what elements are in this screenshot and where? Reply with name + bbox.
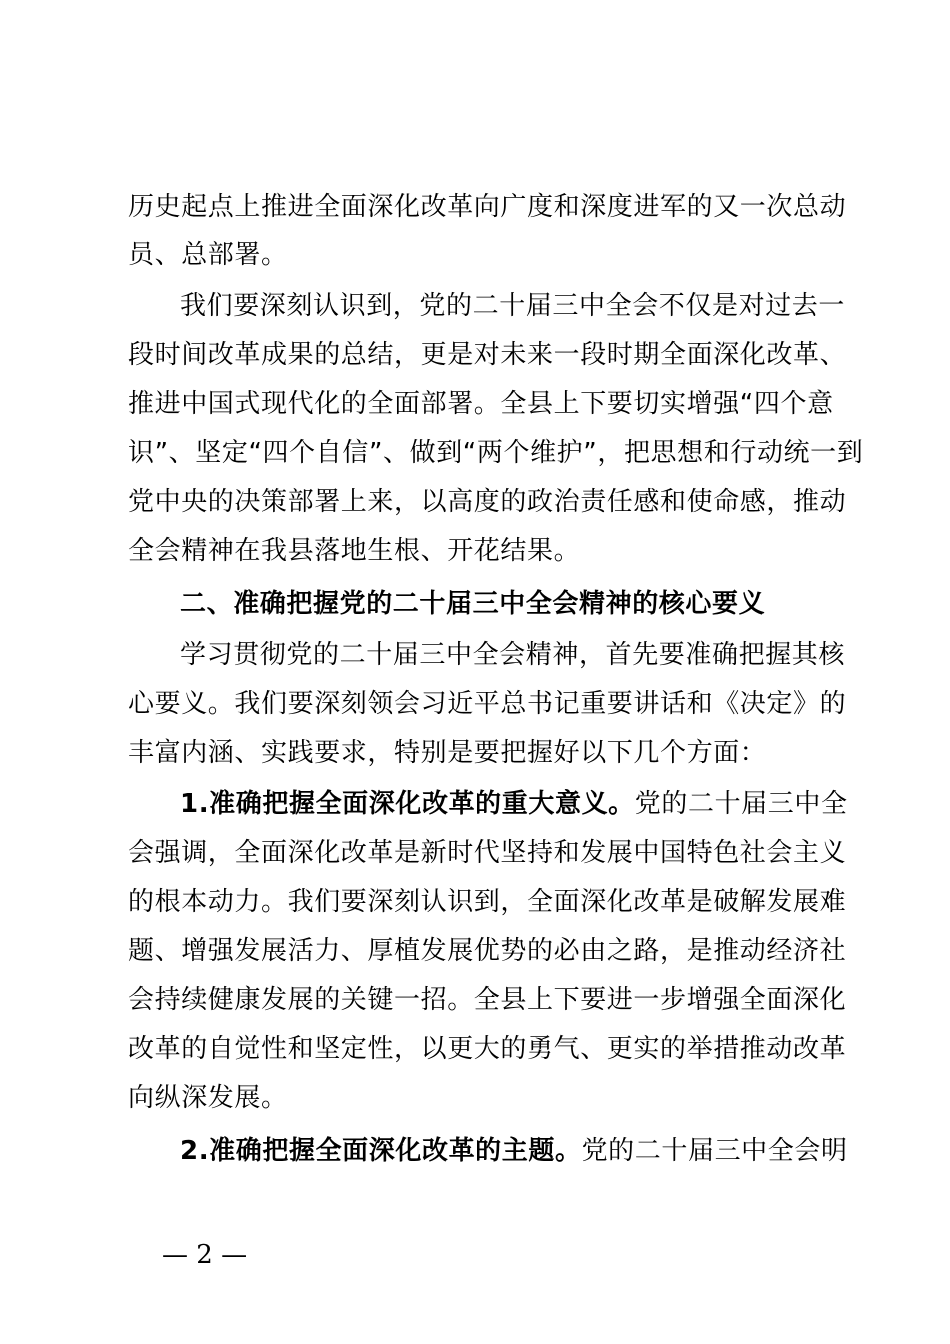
text-line: 题、增强发展活力、厚植发展优势的必由之路，是推动经济社 bbox=[128, 936, 847, 966]
text-line: 我们要深刻认识到，党的二十届三中全会不仅是对过去一 bbox=[180, 291, 846, 321]
text-line: 员、总部署。 bbox=[128, 240, 288, 270]
text-line: 向纵深发展。 bbox=[128, 1083, 288, 1113]
text-run: 党的二十届三中全 bbox=[634, 789, 848, 819]
text-line: 推进中国式现代化的全面部署。全县上下要切实增强“四个意 bbox=[128, 389, 834, 419]
text-line: 会持续健康发展的关键一招。全县上下要进一步增强全面深化 bbox=[128, 985, 847, 1015]
text-run: 党的二十届三中全会明 bbox=[581, 1136, 848, 1166]
text-line: 心要义。我们要深刻领会习近平总书记重要讲话和《决定》的 bbox=[128, 689, 847, 719]
text-line: 会强调，全面深化改革是新时代坚持和发展中国特色社会主义 bbox=[128, 838, 847, 868]
page-number: — 2 — bbox=[162, 1240, 248, 1270]
text-line: 识”、坚定“四个自信”、做到“两个维护”，把思想和行动统一到 bbox=[128, 438, 864, 468]
section-heading: 二、准确把握党的二十届三中全会精神的核心要义 bbox=[180, 589, 766, 619]
text-line: 党中央的决策部署上来，以高度的政治责任感和使命感，推动 bbox=[128, 487, 847, 517]
subheading-lead: 2.准确把握全面深化改革的主题。 bbox=[180, 1136, 582, 1166]
numbered-paragraph-2 bbox=[128, 1134, 890, 1168]
text-line: 改革的自觉性和坚定性，以更大的勇气、更实的举措推动改革 bbox=[128, 1034, 847, 1064]
subheading-lead: 1.准确把握全面深化改革的重大意义。 bbox=[180, 789, 635, 819]
text-line: 学习贯彻党的二十届三中全会精神，首先要准确把握其核 bbox=[180, 640, 846, 670]
text-line: 段时间改革成果的总结，更是对未来一段时期全面深化改革、 bbox=[128, 340, 847, 370]
numbered-paragraph-1 bbox=[128, 787, 890, 821]
text-line: 全会精神在我县落地生根、开花结果。 bbox=[128, 536, 581, 566]
text-line: 历史起点上推进全面深化改革向广度和深度进军的又一次总动 bbox=[128, 192, 847, 222]
text-line: 的根本动力。我们要深刻认识到，全面深化改革是破解发展难 bbox=[128, 887, 847, 917]
text-line: 丰富内涵、实践要求，特别是要把握好以下几个方面： bbox=[128, 738, 767, 768]
